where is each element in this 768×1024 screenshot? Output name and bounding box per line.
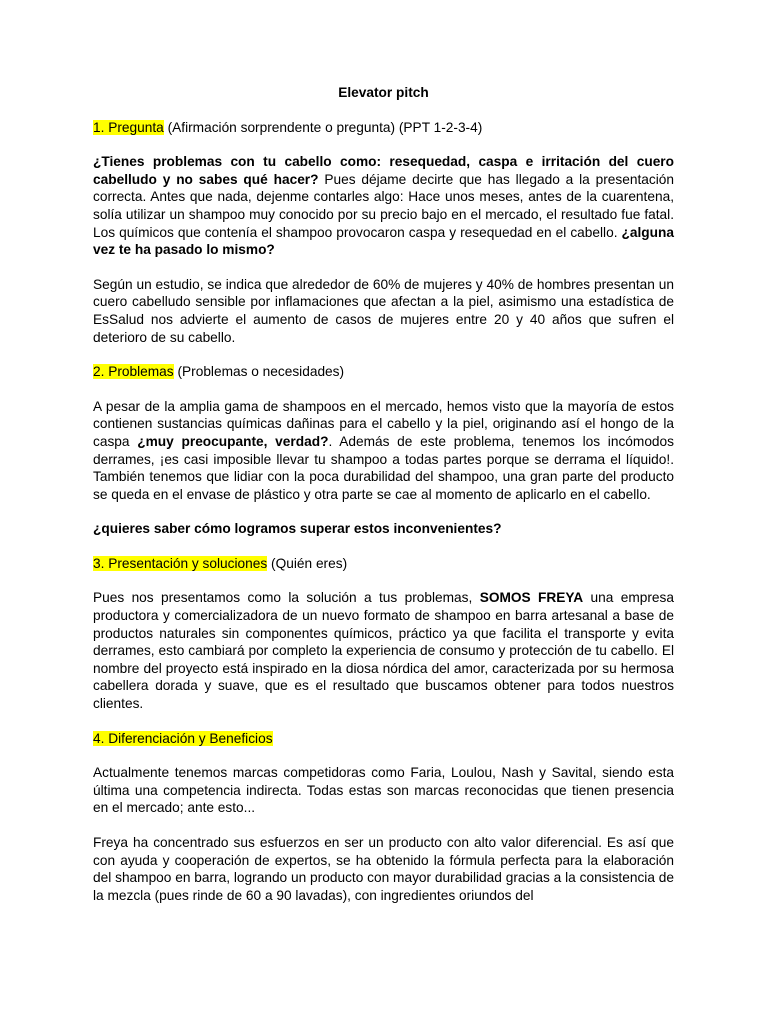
section-2-label: 2. Problemas [93, 364, 174, 380]
section-2-emphasis: ¿muy preocupante, verdad? [137, 433, 329, 449]
section-3-paragraph-1 [93, 589, 674, 712]
section-3-heading [93, 555, 674, 573]
section-2-question-text: ¿quieres saber cómo logramos superar estos inconvenientes? [93, 521, 502, 537]
section-1-label: 1. Pregunta [93, 119, 164, 135]
section-1-question: ¿Tienes problemas con tu cabello como: resequedad, caspa e irritación del cuero cabelludo y no sabes qué hacer? [93, 154, 674, 187]
section-1-question-2: ¿alguna vez te ha pasado lo mismo? [93, 224, 674, 258]
section-2-question [93, 520, 674, 538]
section-2-note: (Problemas o necesidades) [173, 364, 345, 380]
section-3-paragraph-1-text-b: una empresa productora y comercializadora de un nuevo formato de shampoo en barra artesanal a base de productos naturales sin componentes químicos, práctico ya que facilita el transporte y evita derrames, esto cambiará por completo la experiencia de consumo y protección de tu cabello. El nombre del proyecto está inspirado en la diosa nórdica del amor, caracterizada por su hermosa cabellera dorada y suave, que es el resultado que buscamos obtener para todos nuestros clientes. [93, 590, 674, 712]
section-1-heading [93, 119, 674, 137]
section-4-paragraph-1: Actualmente tenemos marcas competidoras como Faria, Loulou, Nash y Savital, siendo esta última una competencia indirecta. Todas estas son marcas reconocidas que tienen presencia en el mercado; ante esto... [93, 765, 674, 816]
brand-name: SOMOS FREYA [479, 590, 584, 606]
section-4-paragraph-2: Freya ha concentrado sus esfuerzos en ser un producto con alto valor diferencial. Es así que con ayuda y cooperación de expertos, se ha obtenido la fórmula perfecta para la elaboración del shampoo en barra, logrando un producto con mayor durabilidad gracias a la consistencia de la mezcla (pues rinde de 60 a 90 lavadas), con ingredientes oriundos del [93, 835, 674, 903]
section-3-paragraph-1-text-a: Pues nos presentamos como la solución a tus problemas, [93, 590, 480, 606]
document-title: Elevator pitch [338, 85, 429, 100]
section-4-heading [93, 730, 674, 748]
section-4-label: 4. Diferenciación y Beneficios [93, 730, 273, 746]
section-3-note: (Quién eres) [267, 555, 348, 571]
section-2-paragraph-1-text-b: . Además de este problema, tenemos los incómodos derrames, ¡es casi imposible llevar tu shampoo a todas partes porque se derrama el líquido!. También tenemos que lidiar con la poca durabilidad del shampoo, una gran parte del producto se queda en el envase de plástico y otra parte se cae al momento de aplicarlo en el cabello. [93, 433, 674, 502]
section-2-heading [93, 363, 674, 381]
document-page [93, 84, 674, 921]
section-1-paragraph-1 [93, 153, 674, 259]
section-1-paragraph-1-text: Pues déjame decirte que has llegado a la presentación correcta. Antes que nada, dejenme contarles algo: Hace unos meses, antes de la cuarentena, solía utilizar un shampoo muy conocido por su precio bajo en el mercado, el resultado fue fatal. Los químicos que contenía el shampoo provocaron caspa y resequedad en el cabello. [93, 171, 674, 240]
section-3-label: 3. Presentación y soluciones [93, 555, 268, 571]
section-2-paragraph-1 [93, 398, 674, 504]
section-2-paragraph-1-text-a: A pesar de la amplia gama de shampoos en el mercado, hemos visto que la mayoría de estos contienen sustancias químicas dañinas para el cabello y la piel, originando así el hongo de la caspa [93, 398, 674, 449]
section-1-paragraph-2: Según un estudio, se indica que alrededor de 60% de mujeres y 40% de hombres presentan un cuero cabelludo sensible por inflamaciones que afectan a la piel, asimismo una estadística de EsSalud nos advierte el aumento de casos de mujeres entre 20 y 40 años que sufren el deterioro de su cabello. [93, 276, 674, 345]
section-1-note: (Afirmación sorprendente o pregunta) (PPT 1-2-3-4) [163, 119, 483, 135]
